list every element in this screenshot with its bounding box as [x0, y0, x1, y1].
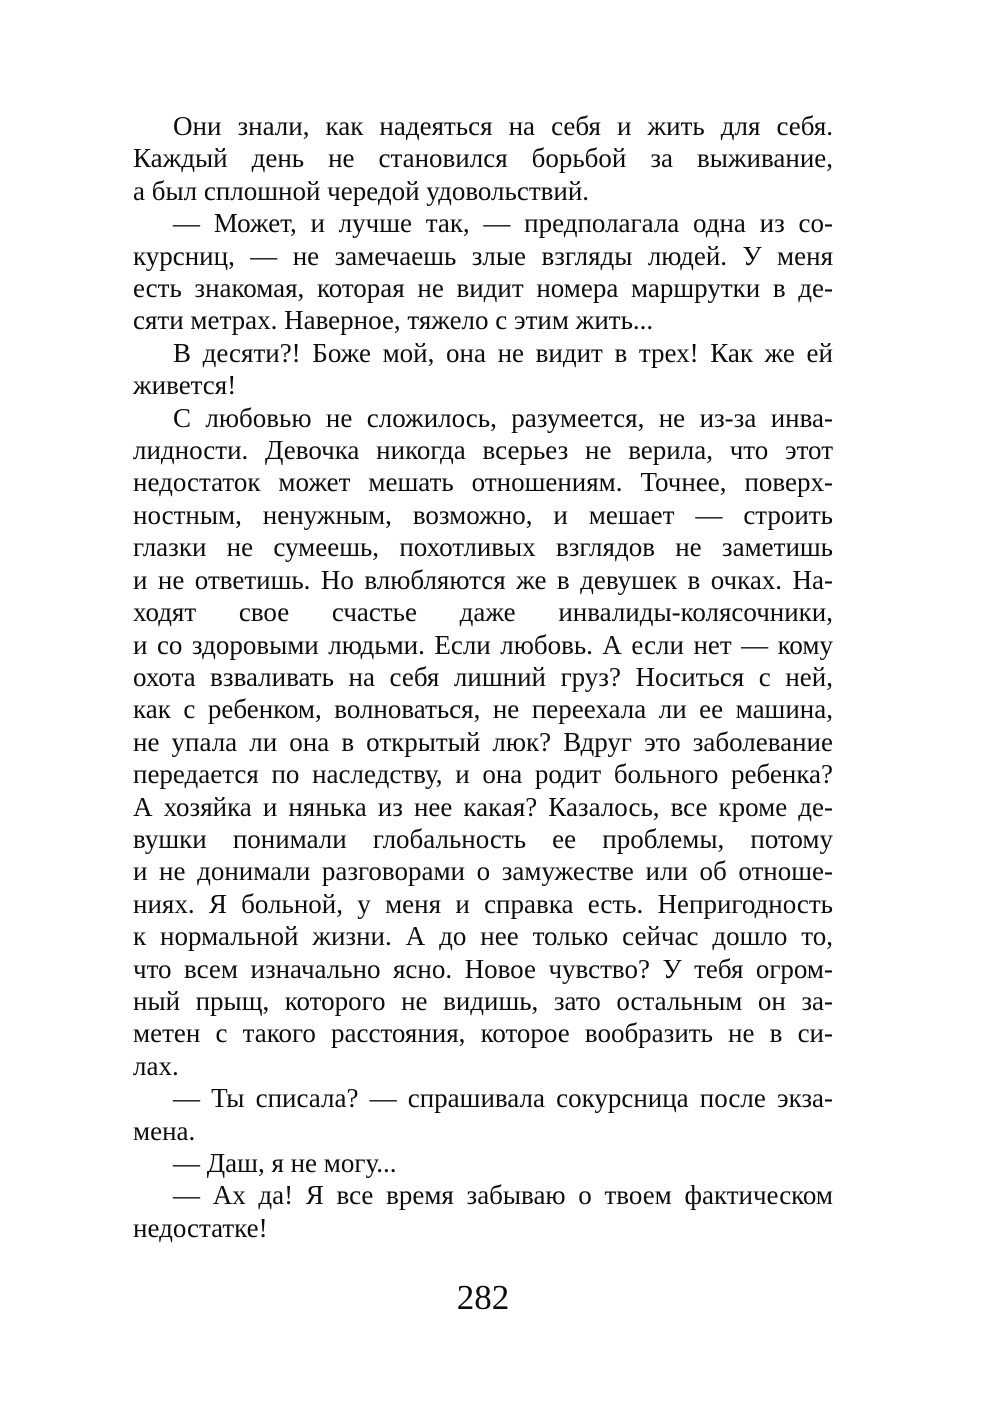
text-line: ниях. Я больной, у меня и справка есть. Непригодность — [133, 888, 833, 919]
text-line: ный прыщ, которого не видишь, зато остальным он за- — [133, 985, 833, 1016]
paragraph — [133, 402, 833, 1083]
text-line: — Ах да! Я все время забываю о твоем фактическом — [173, 1180, 833, 1211]
text-line: В десяти?! Боже мой, она не видит в трех! Как же ей — [173, 337, 833, 368]
text-block — [133, 110, 833, 1244]
text-line: А хозяйка и нянька из нее какая? Казалось, все кроме де- — [133, 791, 833, 822]
text-line: глазки не сумеешь, похотливых взглядов не заметишь — [133, 532, 833, 563]
text-line: метен с такого расстояния, которое вообразить не в си- — [133, 1018, 833, 1049]
text-line: и не донимали разговорами о замужестве или об отноше- — [133, 856, 833, 887]
paragraph — [133, 337, 833, 402]
paragraph — [133, 1179, 833, 1244]
text-line: а был сплошной чередой удовольствий. — [133, 175, 590, 206]
text-line: — Может, и лучше так, — предполагала одна из со- — [173, 208, 833, 239]
text-line: Каждый день не становился борьбой за выживание, — [133, 143, 833, 174]
text-line: к нормальной жизни. А до нее только сейчас дошло то, — [133, 921, 833, 952]
text-line: и со здоровыми людьми. Если любовь. А если нет — кому — [133, 629, 833, 660]
text-line: есть знакомая, которая не видит номера маршрутки в де- — [133, 273, 833, 304]
text-line: курсниц, — не замечаешь злые взгляды людей. У меня — [133, 240, 833, 271]
text-line: Они знали, как надеяться на себя и жить для себя. — [173, 111, 833, 141]
paragraph — [133, 1082, 833, 1147]
text-line: ходят свое счастье даже инвалиды-колясочники, — [133, 597, 833, 628]
text-line: — Даш, я не могу... — [173, 1148, 397, 1178]
text-line: С любовью не сложилось, разумеется, не из-за инва- — [173, 402, 833, 433]
page-number: 282 — [456, 1278, 510, 1317]
text-line: лидности. Девочка никогда всерьез не верила, что этот — [133, 435, 833, 466]
text-line: что всем изначально ясно. Новое чувство? У тебя огром- — [133, 953, 833, 984]
text-line: недостатке! — [133, 1212, 268, 1243]
text-line: лах. — [133, 1050, 179, 1081]
paragraph — [133, 207, 833, 337]
text-line: сяти метрах. Наверное, тяжело с этим жить... — [133, 305, 654, 336]
paragraph — [133, 1147, 833, 1179]
text-line: недостаток может мешать отношениям. Точнее, поверх- — [133, 467, 833, 498]
text-line: мена. — [133, 1115, 196, 1146]
paragraph — [133, 110, 833, 207]
text-line: ностным, ненужным, возможно, и мешает — строить — [133, 499, 833, 530]
text-line: — Ты списала? — спрашивала сокурсница после экза- — [173, 1083, 833, 1114]
text-line: и не ответишь. Но влюбляются же в девушек в очках. На- — [133, 564, 833, 595]
text-line: охота взваливать на себя лишний груз? Носиться с ней, — [133, 661, 833, 692]
text-line: передается по наследству, и она родит больного ребенка? — [133, 759, 833, 790]
text-line: живется! — [133, 370, 237, 401]
text-line: вушки понимали глобальность ее проблемы, потому — [133, 823, 833, 854]
text-line: как с ребенком, волноваться, не переехала ли ее машина, — [133, 694, 833, 725]
text-line: не упала ли она в открытый люк? Вдруг это заболевание — [133, 726, 833, 757]
